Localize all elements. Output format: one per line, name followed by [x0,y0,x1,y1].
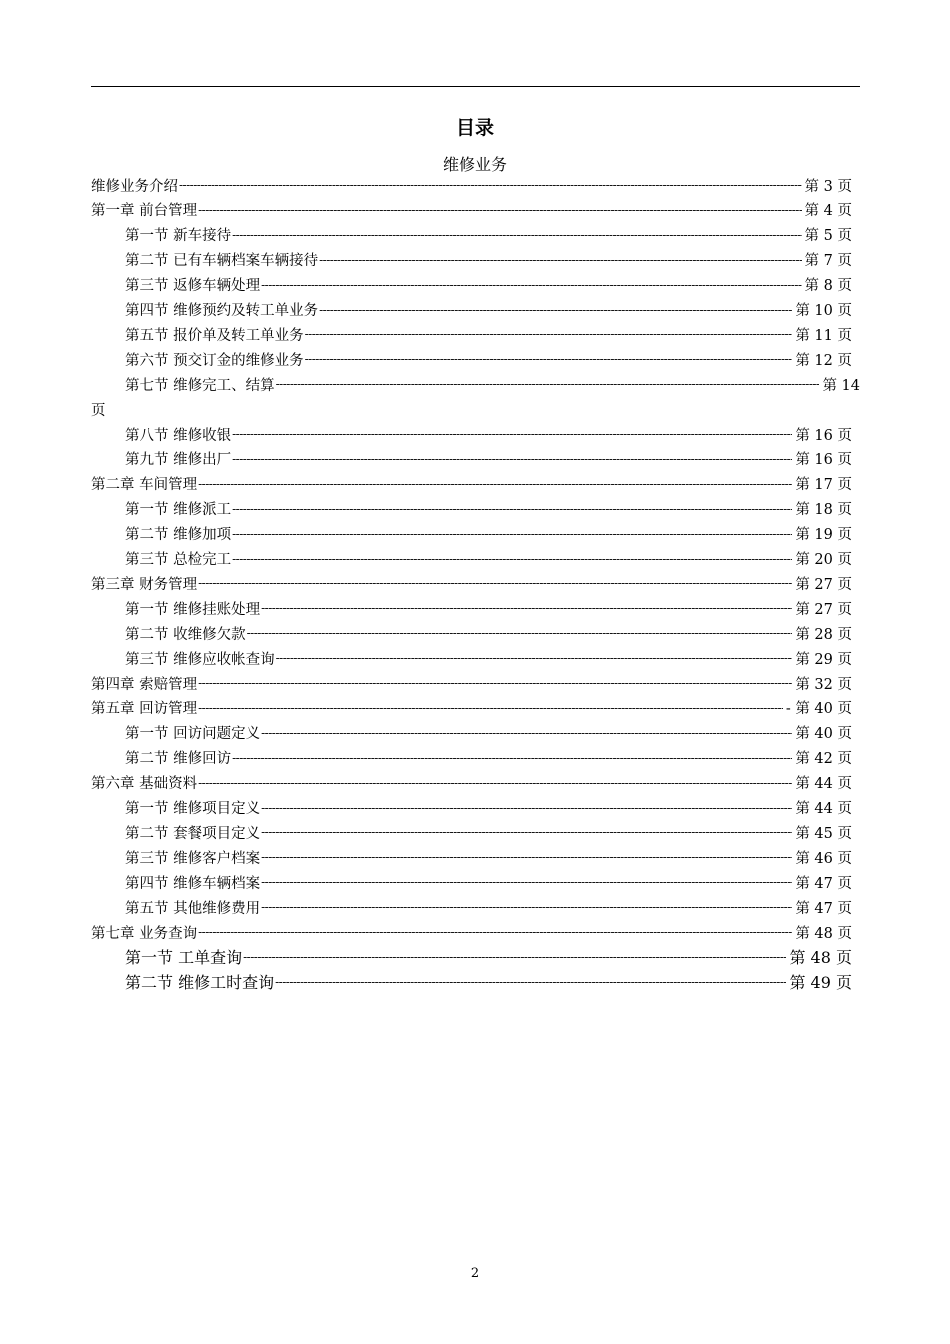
header-rule [91,86,860,87]
toc-entry-page-wrap: 页 [91,402,106,419]
toc-entry[interactable] [125,299,852,321]
toc-dot-leader [243,950,786,964]
toc-entry-label: 第四节 维修预约及转工单业务 [125,303,319,319]
toc-dot-leader [261,801,792,815]
toc-dot-leader [261,850,792,864]
toc-entry-label: 第五节 其他维修费用 [125,900,261,917]
toc-dot-leader [319,253,801,267]
toc-dot-leader [261,601,792,615]
toc-entry-page: 第 5 页 [804,228,852,245]
toc-dot-leader [305,327,793,341]
toc-entry-page: 第 11 页 [795,327,852,344]
toc-dot-leader [198,701,783,715]
toc-entry-label: 第四章 索赔管理 [91,676,198,693]
toc-entry-label: 第九节 维修出厂 [125,452,232,469]
page-number: 2 [470,1266,480,1281]
toc-dot-leader [261,825,792,839]
toc-entry[interactable] [125,946,852,968]
toc-entry[interactable] [125,597,852,619]
toc-dot-leader [276,377,820,391]
toc-entry-page: 第 3 页 [804,178,852,195]
toc-entry[interactable] [125,797,852,819]
toc-entry[interactable] [91,199,852,221]
toc-entry-label: 第三节 返修车辆处理 [125,278,261,295]
toc-entry[interactable] [125,448,852,470]
toc-entry-label: 第二节 收维修欠款 [125,626,246,643]
toc-dot-leader [232,502,792,516]
toc-entry-page: 第 16 页 [795,427,852,444]
toc-entry-page: 第 20 页 [795,552,852,568]
toc-dot-leader [261,900,792,914]
toc-dot-leader [232,228,801,242]
toc-entry[interactable] [125,249,852,271]
toc-entry-page: 第 4 页 [804,203,852,220]
toc-entry-page: 第 47 页 [795,875,852,892]
toc-entry-page: 第 28 页 [795,626,852,643]
toc-entry[interactable] [91,572,852,594]
toc-dot-leader [179,178,802,192]
toc-entry-page: 第 47 页 [795,900,852,917]
toc-dot-leader [198,925,792,939]
toc-entry[interactable] [125,647,852,669]
toc-entry-page: 第 10 页 [795,303,852,319]
toc-entry[interactable] [125,523,852,545]
toc-entry-page: 第 44 页 [795,776,852,793]
toc-entry-page: 第 19 页 [795,527,852,544]
toc-entry-page: 第 17 页 [795,477,852,494]
toc-dot-leader [232,527,792,541]
toc-entry-label: 第一节 维修挂账处理 [125,601,261,618]
toc-entry[interactable] [125,821,852,843]
toc-entry-page: 第 7 页 [804,253,852,270]
toc-entry-page: 第 44 页 [795,801,852,817]
toc-entry-page: 第 49 页 [789,973,852,993]
toc-dot-leader [261,726,792,740]
toc-entry-label: 第七节 维修完工、结算 [125,377,275,394]
toc-entry-label: 第五节 报价单及转工单业务 [125,327,304,344]
toc-entry[interactable] [91,174,852,196]
toc-entry-page: 第 29 页 [795,651,852,668]
toc-entry[interactable] [125,896,852,918]
toc-entry-label: 第三节 总检完工 [125,552,232,568]
toc-entry-label: 第八节 维修收银 [125,427,232,444]
toc-entry[interactable] [125,548,852,570]
toc-entry-label: 第五章 回访管理 [91,701,198,718]
toc-entry[interactable] [125,722,852,744]
toc-entry-label: 第四节 维修车辆档案 [125,875,261,892]
toc-entry-page: 第 18 页 [795,502,852,519]
toc-entry-label: 第二节 套餐项目定义 [125,825,261,842]
toc-entry-page: 第 16 页 [795,452,852,469]
toc-entry-page: 第 45 页 [795,825,852,842]
toc-title: 目录 [455,117,494,139]
toc-entry-label: 第七章 业务查询 [91,925,198,942]
toc-entry[interactable] [125,224,852,246]
toc-entry-page: 第 46 页 [795,850,852,867]
toc-entry-page: - 第 40 页 [785,701,852,718]
toc-entry[interactable] [125,871,852,893]
toc-dot-leader [247,626,793,640]
toc-entry-page: 第 8 页 [804,278,852,295]
toc-entry-label: 第一节 新车接待 [125,228,232,245]
toc-entry[interactable] [125,971,852,993]
toc-dot-leader [275,975,786,989]
toc-entry-label: 第一节 工单查询 [125,948,243,968]
toc-entry-page: 第 27 页 [795,601,852,618]
toc-entry-label: 第二节 维修加项 [125,527,232,544]
toc-entry-label: 第三节 维修客户档案 [125,850,261,867]
toc-entry-label: 第三章 财务管理 [91,576,198,593]
toc-entry-label: 第三节 维修应收帐查询 [125,651,275,668]
toc-entry[interactable] [91,772,852,794]
toc-entry-label: 第二章 车间管理 [91,477,198,494]
toc-entry[interactable] [125,373,860,395]
toc-entry-page: 第 32 页 [795,676,852,693]
toc-entry[interactable] [125,846,852,868]
toc-entry[interactable] [125,274,852,296]
toc-entry-page: 第 12 页 [795,352,852,369]
toc-entry[interactable] [125,498,852,520]
toc-dot-leader [305,352,793,366]
toc-dot-leader [198,477,792,491]
toc-dot-leader [261,278,801,292]
toc-entry-label: 第六节 预交订金的维修业务 [125,352,304,369]
toc-entry[interactable] [125,423,852,445]
toc-subtitle: 维修业务 [442,155,507,174]
toc-entry[interactable] [125,348,852,370]
toc-entry-label: 第一节 回访问题定义 [125,726,261,743]
toc-dot-leader [276,651,793,665]
toc-entry[interactable] [91,921,852,943]
toc-entry-page: 第 27 页 [795,576,852,593]
toc-dot-leader [198,203,801,217]
toc-entry-label: 第一节 维修项目定义 [125,801,261,817]
toc-dot-leader [232,427,792,441]
toc-entry-label: 第二节 已有车辆档案车辆接待 [125,253,319,270]
toc-dot-leader [232,452,792,466]
toc-entry[interactable] [125,622,852,644]
toc-entry[interactable] [125,747,852,769]
toc-entry-page: 第 42 页 [795,751,852,768]
toc-entry-label: 第六章 基础资料 [91,776,198,793]
toc-entry[interactable] [125,323,852,345]
toc-entry[interactable] [91,697,852,719]
toc-entry-page: 第 48 页 [789,948,852,968]
toc-dot-leader [232,751,792,765]
toc-dot-leader [198,576,792,590]
toc-dot-leader [198,676,792,690]
toc-entry-label: 第一节 维修派工 [125,502,232,519]
toc-dot-leader [232,552,792,566]
toc-entry-label: 第一章 前台管理 [91,203,198,220]
toc-entry-page: 第 48 页 [795,925,852,942]
toc-entry-page: 第 40 页 [795,726,852,743]
toc-dot-leader [198,776,792,790]
toc-entry-label: 第二节 维修工时查询 [125,973,275,993]
toc-entry-label: 第二节 维修回访 [125,751,232,768]
toc-entry-label: 维修业务介绍 [91,178,178,195]
toc-dot-leader [261,875,792,889]
toc-entry[interactable] [91,473,852,495]
toc-entry[interactable] [91,672,852,694]
toc-entry-page: 第 14 [822,377,860,394]
toc-dot-leader [319,303,792,317]
